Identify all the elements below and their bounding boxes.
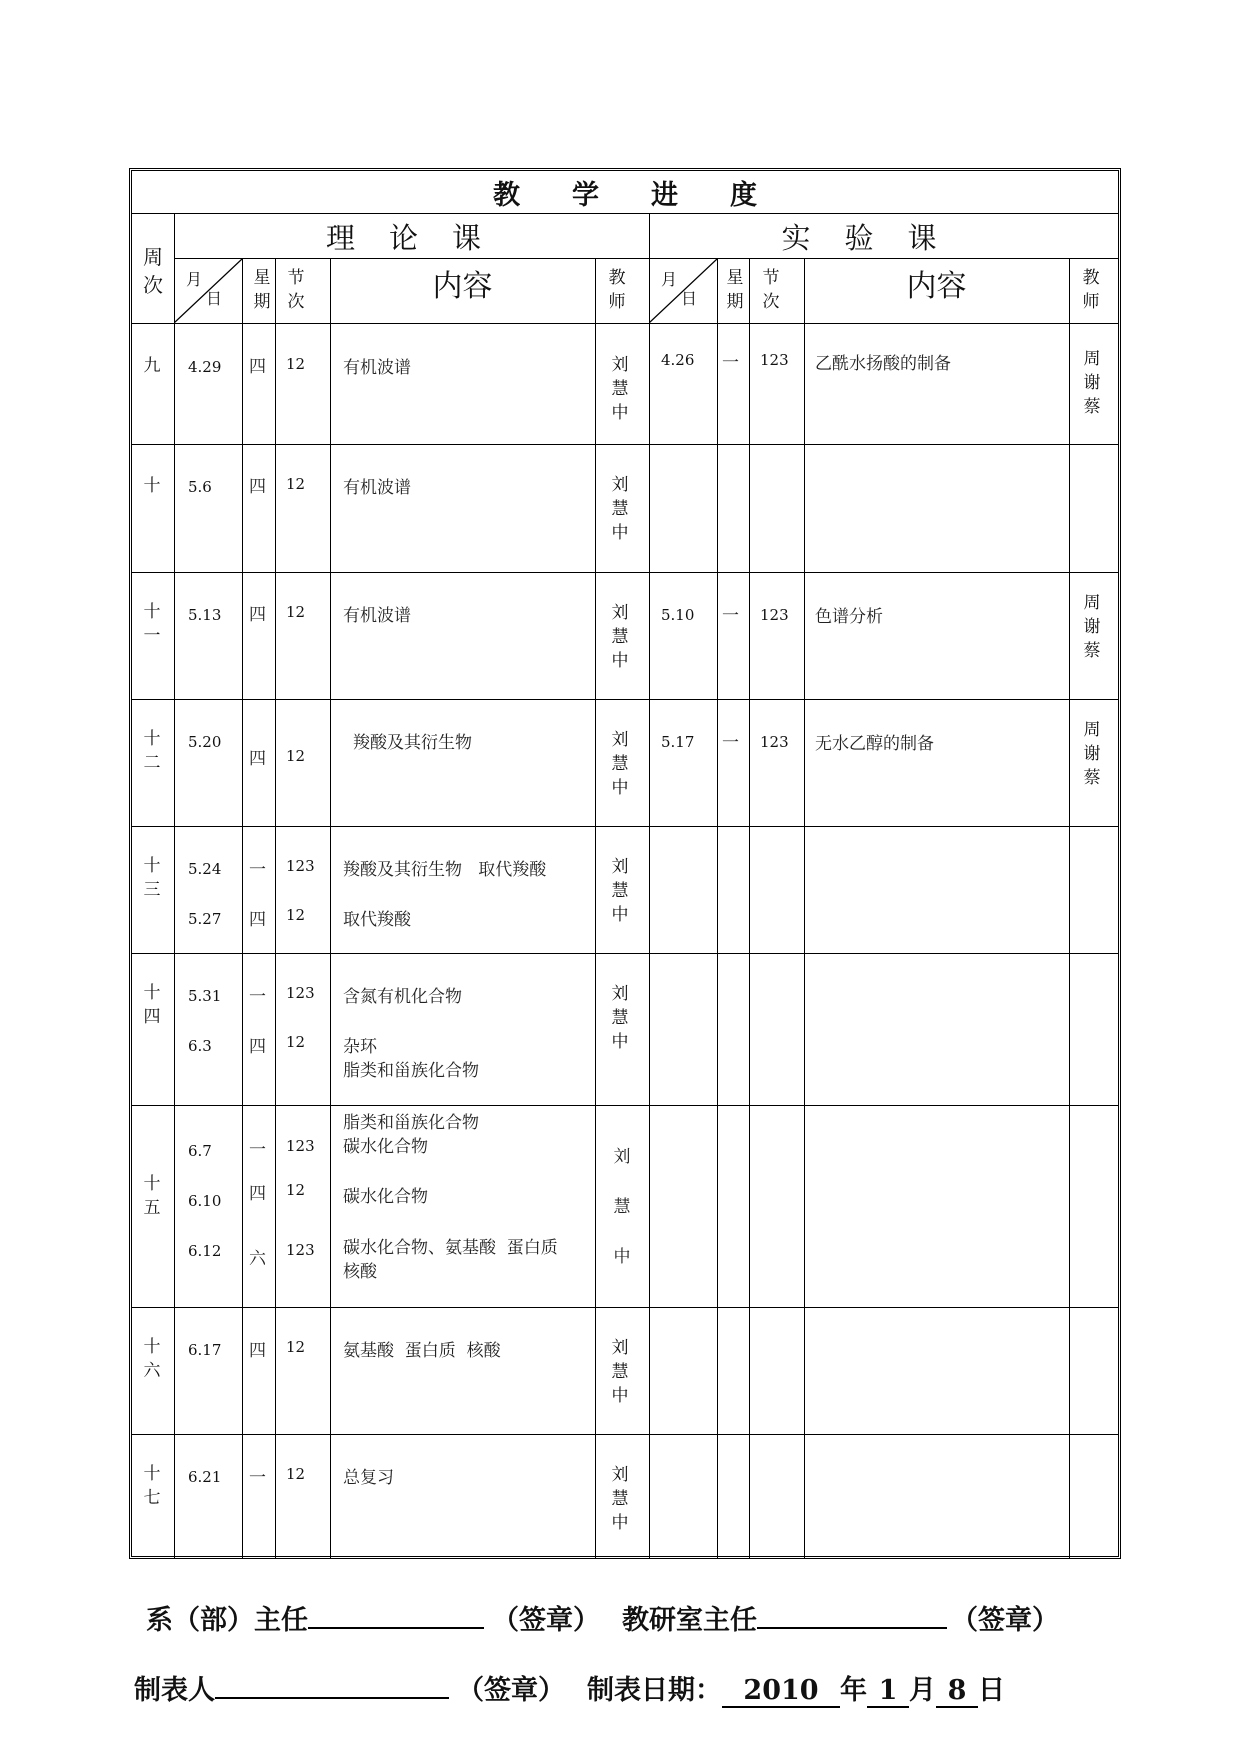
lab-date-cell: 5.10	[661, 606, 695, 624]
title-char: 教	[493, 179, 520, 211]
lab-period-cell: 123	[760, 351, 789, 369]
lab-teacher-cell: 周谢蔡	[1083, 349, 1101, 417]
table-title	[132, 171, 1118, 213]
week-cell: 十五	[143, 1174, 161, 1218]
week-cell: 十三	[143, 856, 161, 900]
weekday-cell: 四	[249, 1341, 266, 1361]
week-cell: 十七	[143, 1464, 161, 1508]
lab-content-cell: 无水乙醇的制备	[815, 734, 934, 754]
lab-weekday-cell: 一	[722, 733, 739, 753]
teacher-cell: 刘慧中	[611, 1465, 629, 1533]
lab-date-cell: 5.17	[661, 733, 695, 751]
col-week-header: 周次	[143, 245, 163, 297]
content-cell: 氨基酸 蛋白质 核酸	[343, 1341, 501, 1361]
year-field[interactable]: 2010	[722, 1675, 840, 1708]
date-cell: 6.12	[188, 1242, 222, 1260]
weekday-cell: 四	[249, 357, 266, 377]
lab-teacher-cell: 周谢蔡	[1083, 593, 1101, 661]
col-month-header: 月	[186, 270, 203, 289]
period-cell: 12	[286, 1181, 306, 1199]
teacher-cell: 刘慧中	[611, 857, 629, 925]
maker-label: 制表人	[134, 1675, 215, 1706]
weekday-cell: 四	[249, 477, 266, 497]
title-char: 度	[730, 179, 757, 211]
col-period-header: 节次	[287, 268, 305, 312]
content-cell: 核酸	[343, 1262, 377, 1282]
weekday-cell: 六	[249, 1249, 266, 1269]
weekday-cell: 一	[249, 987, 266, 1007]
period-cell: 12	[286, 747, 306, 765]
date-cell: 6.17	[188, 1341, 222, 1359]
diagonal-divider	[174, 259, 242, 323]
content-cell: 含氮有机化合物	[343, 987, 462, 1007]
signature-line-1	[146, 1598, 1059, 1637]
content-cell: 脂类和甾族化合物	[343, 1113, 479, 1133]
week-cell: 十六	[143, 1337, 161, 1381]
col-day-header: 日	[206, 289, 223, 308]
period-cell: 12	[286, 1465, 306, 1483]
weekday-cell: 四	[249, 749, 266, 769]
date-cell: 5.27	[188, 910, 222, 928]
period-cell: 123	[286, 857, 315, 875]
date-cell: 5.6	[188, 478, 212, 496]
week-cell: 十四	[143, 983, 161, 1027]
period-cell: 123	[286, 1137, 315, 1155]
lab-diagonal-divider	[649, 259, 717, 323]
seal-label: （签章）	[457, 1675, 565, 1706]
lab-col-period-header: 节次	[762, 268, 780, 312]
period-cell: 12	[286, 1338, 306, 1356]
week-cell: 十一	[143, 602, 161, 646]
date-cell: 4.29	[188, 358, 222, 376]
week-cell: 十	[143, 476, 161, 496]
teacher-cell: 刘慧中	[611, 984, 629, 1052]
col-content-header: 内容	[432, 269, 493, 304]
teacher-cell: 刘慧中	[611, 1338, 629, 1406]
date-cell: 6.3	[188, 1037, 212, 1055]
period-cell: 12	[286, 603, 306, 621]
lab-col-weekday-header: 星期	[726, 268, 744, 312]
title-char: 进	[651, 179, 678, 211]
office-head-signature-field[interactable]	[757, 1601, 947, 1629]
weekday-cell: 一	[249, 860, 266, 880]
teacher-cell: 刘慧中	[611, 355, 629, 423]
week-cell: 九	[143, 356, 161, 376]
lab-section-title: 实 验 课	[781, 220, 937, 255]
lab-col-day-header: 日	[681, 289, 698, 308]
date-cell: 5.24	[188, 860, 222, 878]
content-cell: 有机波谱	[343, 358, 411, 378]
content-cell: 取代羧酸	[343, 910, 411, 930]
content-cell: 碳水化合物	[343, 1137, 428, 1157]
dept-head-label: 系（部）主任	[146, 1605, 308, 1636]
month-unit: 月	[909, 1675, 936, 1706]
lab-period-cell: 123	[760, 733, 789, 751]
month-field[interactable]: 1	[867, 1675, 909, 1708]
schedule-table	[129, 168, 1121, 1559]
day-field[interactable]: 8	[936, 1675, 978, 1708]
seal-label: （签章）	[492, 1605, 600, 1636]
title-char: 学	[572, 179, 599, 211]
lab-period-cell: 123	[760, 606, 789, 624]
weekday-cell: 一	[249, 1468, 266, 1488]
lab-date-cell: 4.26	[661, 351, 695, 369]
period-cell: 123	[286, 1241, 315, 1259]
signature-line-2	[134, 1668, 1005, 1708]
weekday-cell: 四	[249, 1184, 266, 1204]
lab-weekday-cell: 一	[722, 606, 739, 626]
lab-teacher-cell: 周谢蔡	[1083, 720, 1101, 788]
lab-col-teacher-header: 教师	[1082, 268, 1100, 312]
date-cell: 5.31	[188, 987, 222, 1005]
dept-head-signature-field[interactable]	[308, 1601, 484, 1629]
period-cell: 12	[286, 1033, 306, 1051]
teacher-cell: 刘慧中	[611, 603, 629, 671]
office-head-label: 教研室主任	[622, 1605, 757, 1636]
content-cell: 杂环	[343, 1037, 377, 1057]
period-cell: 12	[286, 906, 306, 924]
col-teacher-header: 教师	[608, 268, 626, 312]
content-cell: 羧酸及其衍生物 取代羧酸	[343, 860, 547, 880]
week-cell: 十二	[143, 729, 161, 773]
lab-weekday-cell: 一	[722, 353, 739, 373]
weekday-cell: 四	[249, 605, 266, 625]
day-unit: 日	[978, 1675, 1005, 1706]
year-unit: 年	[840, 1675, 867, 1706]
lab-col-month-header: 月	[661, 270, 678, 289]
date-cell: 6.21	[188, 1468, 222, 1486]
teacher-cell: 刘慧中	[611, 475, 629, 543]
weekday-cell: 四	[249, 1037, 266, 1057]
content-cell: 羧酸及其衍生物	[353, 733, 472, 753]
date-cell: 5.13	[188, 606, 222, 624]
date-cell: 5.20	[188, 733, 222, 751]
seal-label: （签章）	[951, 1605, 1059, 1636]
maker-signature-field[interactable]	[215, 1671, 449, 1699]
period-cell: 123	[286, 984, 315, 1002]
content-cell: 碳水化合物	[343, 1187, 428, 1207]
theory-section-title: 理 论 课	[325, 220, 482, 255]
content-cell: 有机波谱	[343, 478, 411, 498]
teacher-cell: 刘慧中	[613, 1147, 631, 1267]
weekday-cell: 四	[249, 910, 266, 930]
date-label: 制表日期：	[587, 1675, 722, 1706]
lab-content-cell: 乙酰水扬酸的制备	[815, 354, 951, 374]
content-cell: 碳水化合物、氨基酸 蛋白质	[343, 1238, 558, 1258]
content-cell: 脂类和甾族化合物	[343, 1061, 479, 1081]
weekday-cell: 一	[249, 1140, 266, 1160]
date-cell: 6.7	[188, 1142, 212, 1160]
content-cell: 有机波谱	[343, 606, 411, 626]
period-cell: 12	[286, 475, 306, 493]
date-cell: 6.10	[188, 1192, 222, 1210]
lab-content-cell: 色谱分析	[815, 607, 883, 627]
teacher-cell: 刘慧中	[611, 730, 629, 798]
period-cell: 12	[286, 355, 306, 373]
content-cell: 总复习	[343, 1468, 394, 1488]
lab-col-content-header: 内容	[906, 269, 967, 304]
col-weekday-header: 星期	[253, 268, 271, 312]
